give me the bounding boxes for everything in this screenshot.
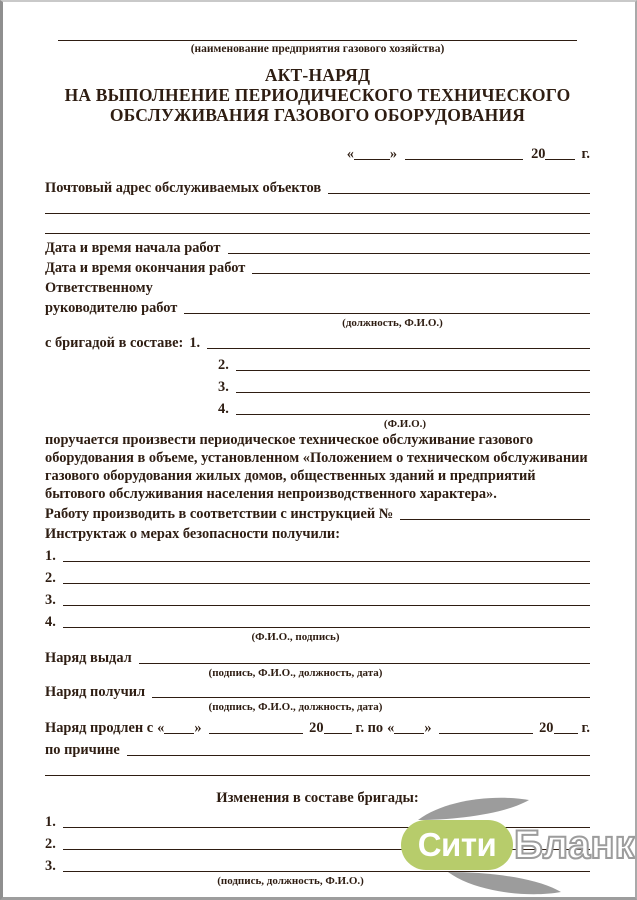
brigade-row-3	[218, 374, 590, 396]
brigade-number-1: 1.	[189, 335, 201, 351]
work-end-blank	[252, 273, 590, 274]
brigade-number-2: 2.	[218, 357, 229, 373]
enterprise-caption: (наименование предприятия газового хозяйства)	[190, 43, 445, 55]
brigade-number-4: 4.	[218, 401, 229, 417]
briefing-row-4	[45, 609, 590, 631]
changes-number-1: 1.	[45, 814, 56, 830]
order-extended-row	[45, 715, 590, 737]
postal-address-blank-2	[45, 213, 590, 214]
ext-quote-close-1: »	[194, 720, 202, 736]
responsible-blank	[184, 313, 590, 314]
changes-title: Изменения в составе бригады:	[216, 790, 419, 806]
changes-number-3: 3.	[45, 858, 56, 874]
briefing-row-2	[45, 565, 590, 587]
date-day-blank	[354, 159, 390, 160]
briefing-blank-4	[63, 627, 590, 628]
ext-year-prefix-1: 20	[309, 720, 324, 736]
work-start-label: Дата и время начала работ	[45, 240, 221, 256]
assignment-line-4: бытового обслуживания населения непроизводственного характера».	[45, 486, 497, 502]
order-received-row	[45, 681, 590, 701]
logo-badge: Сити	[401, 820, 513, 870]
ext-year-blank-1	[324, 733, 352, 734]
title-line-2: НА ВЫПОЛНЕНИЕ ПЕРИОДИЧЕСКОГО ТЕХНИЧЕСКОГО	[64, 85, 571, 105]
briefing-blank-1	[63, 561, 590, 562]
order-issued-label: Наряд выдал	[45, 650, 132, 666]
work-end-label: Дата и время окончания работ	[45, 260, 246, 276]
logo-swoosh-bottom	[448, 872, 561, 894]
postal-address-extra-row-2	[45, 217, 590, 237]
order-received-blank	[152, 697, 590, 698]
order-issued-blank	[139, 663, 590, 664]
form-title	[45, 65, 590, 125]
assignment-line-3: газового оборудования жилых домов, общественных зданий и предприятий	[45, 468, 536, 484]
ext-month-blank-1	[209, 733, 304, 734]
cityblank-watermark-logo	[393, 794, 633, 898]
briefing-blank-2	[63, 583, 590, 584]
work-start-blank	[228, 253, 591, 254]
briefing-row-1	[45, 543, 590, 565]
form-content	[3, 2, 635, 888]
responsible-row-1	[45, 277, 590, 297]
brigade-blank-4	[236, 414, 590, 415]
logo-blank-word: Бланк	[514, 823, 635, 867]
instruction-row	[45, 503, 590, 523]
issued-signature-caption: (подпись, Ф.И.О., должность, дата)	[208, 667, 383, 679]
briefing-number-1: 1.	[45, 548, 56, 564]
order-extended-label: Наряд продлен с	[45, 720, 154, 736]
position-fio-caption: (должность, Ф.И.О.)	[342, 317, 443, 329]
instruction-label: Работу производить в соответствии с инструкцией №	[45, 506, 394, 522]
ext-day-blank-1	[164, 733, 194, 734]
reason-label: по причине	[45, 742, 120, 758]
assignment-paragraph	[45, 431, 590, 503]
brigade-row-4	[218, 396, 590, 418]
responsible-row-2	[45, 297, 590, 317]
date-year-blank	[545, 159, 575, 160]
assignment-line-2: оборудования в объеме, установленном «Положением о техническом обслуживании	[45, 450, 588, 466]
ext-year-blank-2	[554, 733, 578, 734]
instruction-blank	[400, 519, 590, 520]
responsible-label-2: руководителю работ	[45, 300, 178, 316]
briefing-number-4: 4.	[45, 614, 56, 630]
postal-address-extra-row-1	[45, 197, 590, 217]
enterprise-name-blank	[58, 28, 577, 41]
date-quote-open: «	[346, 146, 354, 162]
ext-quote-open-2: «	[387, 720, 395, 736]
responsible-label-1: Ответственному	[45, 280, 153, 296]
date-month-blank	[405, 159, 523, 160]
ext-tail-label: г.	[581, 720, 591, 736]
ext-mid-label: г. по	[355, 720, 384, 736]
date-row	[45, 143, 590, 163]
briefing-blank-3	[63, 605, 590, 606]
briefing-header-row	[45, 523, 590, 543]
briefing-row-3	[45, 587, 590, 609]
postal-address-row	[45, 177, 590, 197]
changes-number-2: 2.	[45, 836, 56, 852]
briefing-number-3: 3.	[45, 592, 56, 608]
ext-quote-close-2: »	[424, 720, 432, 736]
ext-quote-open-1: «	[157, 720, 165, 736]
received-signature-caption: (подпись, Ф.И.О., должность, дата)	[208, 701, 383, 713]
signature-position-caption: (подпись, должность, Ф.И.О.)	[217, 875, 364, 887]
brigade-blank-3	[236, 392, 590, 393]
title-line-1: АКТ-НАРЯД	[264, 65, 371, 85]
reason-blank-2	[45, 775, 590, 776]
postal-address-label: Почтовый адрес обслуживаемых объектов	[45, 180, 322, 196]
postal-address-blank	[328, 193, 590, 194]
reason-extra-row	[45, 759, 590, 779]
date-quote-close: »	[389, 146, 398, 162]
work-end-row	[45, 257, 590, 277]
postal-address-blank-3	[45, 233, 590, 234]
ext-year-prefix-2: 20	[539, 720, 554, 736]
work-start-row	[45, 237, 590, 257]
brigade-label: с бригадой в составе:	[45, 335, 184, 351]
logo-swoosh-top	[418, 798, 529, 820]
date-year-prefix: 20	[531, 146, 546, 162]
ext-month-blank-2	[439, 733, 534, 734]
briefing-label: Инструктаж о мерах безопасности получили:	[45, 526, 340, 542]
briefing-number-2: 2.	[45, 570, 56, 586]
reason-blank	[127, 755, 590, 756]
fio-signature-caption: (Ф.И.О., подпись)	[251, 631, 340, 643]
date-era: г.	[581, 146, 590, 162]
assignment-line-1: поручается произвести периодическое техническое обслуживание газового	[45, 432, 534, 448]
brigade-blank-2	[236, 370, 590, 371]
reason-row	[45, 737, 590, 759]
brigade-number-3: 3.	[218, 379, 229, 395]
fio-caption: (Ф.И.О.)	[383, 418, 427, 430]
brigade-row-1	[45, 330, 590, 352]
order-received-label: Наряд получил	[45, 684, 146, 700]
ext-day-blank-2	[394, 733, 424, 734]
order-issued-row	[45, 647, 590, 667]
brigade-row-2	[218, 352, 590, 374]
brigade-blank-1	[207, 348, 590, 349]
title-line-3: ОБСЛУЖИВАНИЯ ГАЗОВОГО ОБОРУДОВАНИЯ	[109, 105, 526, 125]
